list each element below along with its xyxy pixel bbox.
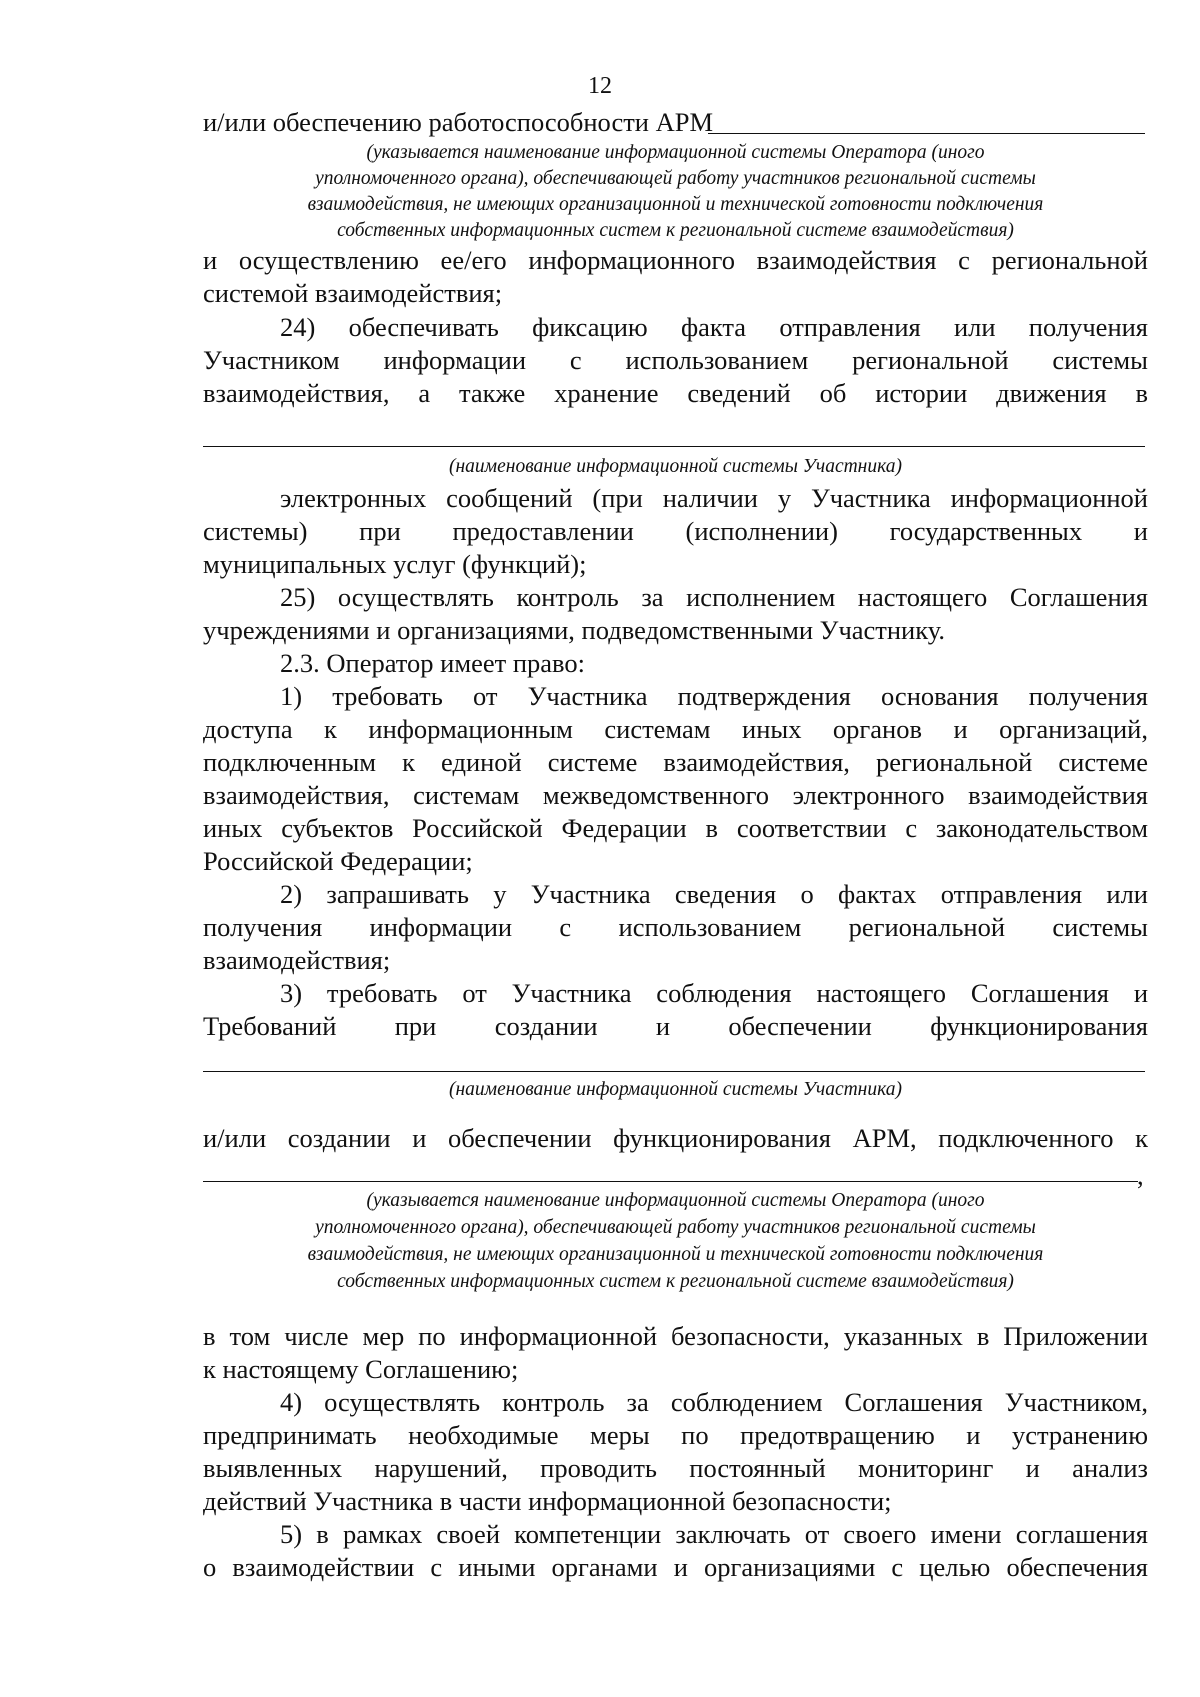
text-line: иных субъектов Российской Федерации в соответствии с законодательством bbox=[203, 813, 1148, 843]
text-line: системы) при предоставлении (исполнении) государственных и bbox=[203, 516, 1148, 546]
text-line: Российской Федерации; bbox=[203, 846, 473, 876]
caption-line: взаимодействия, не имеющих организационной и технической готовности подключения bbox=[307, 1244, 1044, 1265]
blank-fill-line bbox=[203, 1071, 1145, 1072]
text-line: и/или создании и обеспечении функционирования АРМ, подключенного к bbox=[203, 1123, 1148, 1153]
text-line: электронных сообщений (при наличии у Участника информационной bbox=[280, 483, 1148, 513]
caption-line: уполномоченного органа), обеспечивающей работу участников региональной системы bbox=[315, 168, 1036, 189]
caption-line: взаимодействия, не имеющих организационной и технической готовности подключения bbox=[307, 194, 1044, 215]
text-line: 1) требовать от Участника подтверждения основания получения bbox=[280, 681, 1148, 711]
text-line: взаимодействия, а также хранение сведений об истории движения в bbox=[203, 378, 1148, 408]
blank-fill-line bbox=[203, 1181, 1138, 1182]
page-number: 12 bbox=[588, 73, 612, 99]
text-line: 2) запрашивать у Участника сведения о фактах отправления или bbox=[280, 879, 1148, 909]
text-line: действий Участника в части информационной безопасности; bbox=[203, 1486, 892, 1516]
caption-line: (указывается наименование информационной системы Оператора (иного bbox=[366, 1190, 985, 1211]
blank-fill-line bbox=[708, 133, 1145, 134]
caption-line: (наименование информационной системы Участника) bbox=[449, 1079, 902, 1100]
text-line: получения информации с использованием региональной системы bbox=[203, 912, 1148, 942]
text-line: и/или обеспечению работоспособности АРМ bbox=[203, 107, 714, 137]
text-line: о взаимодействии с иными органами и организациями с целью обеспечения bbox=[203, 1552, 1148, 1582]
text-line: 4) осуществлять контроль за соблюдением Соглашения Участником, bbox=[280, 1387, 1148, 1417]
text-line: в том числе мер по информационной безопасности, указанных в Приложении bbox=[203, 1321, 1148, 1351]
text-line: предпринимать необходимые меры по предотвращению и устранению bbox=[203, 1420, 1148, 1450]
text-line: подключенным к единой системе взаимодействия, региональной системе bbox=[203, 747, 1148, 777]
text-line: 5) в рамках своей компетенции заключать от своего имени соглашения bbox=[280, 1519, 1148, 1549]
caption-line: собственных информационных систем к региональной системе взаимодействия) bbox=[337, 220, 1014, 241]
trailing-comma: , bbox=[1137, 1160, 1144, 1190]
blank-fill-line bbox=[203, 446, 1145, 447]
text-line: 3) требовать от Участника соблюдения настоящего Соглашения и bbox=[280, 978, 1148, 1008]
text-line: и осуществлению ее/его информационного взаимодействия с региональной bbox=[203, 245, 1148, 275]
text-line: взаимодействия, системам межведомственного электронного взаимодействия bbox=[203, 780, 1148, 810]
text-line: выявленных нарушений, проводить постоянный мониторинг и анализ bbox=[203, 1453, 1148, 1483]
caption-line: (указывается наименование информационной системы Оператора (иного bbox=[366, 142, 985, 163]
caption-line: собственных информационных систем к региональной системе взаимодействия) bbox=[337, 1271, 1014, 1292]
text-line: 24) обеспечивать фиксацию факта отправления или получения bbox=[280, 312, 1148, 342]
text-line: учреждениями и организациями, подведомственными Участнику. bbox=[203, 615, 945, 645]
text-line: Участником информации с использованием региональной системы bbox=[203, 345, 1148, 375]
caption-line: уполномоченного органа), обеспечивающей работу участников региональной системы bbox=[315, 1217, 1036, 1238]
text-line: 25) осуществлять контроль за исполнением настоящего Соглашения bbox=[280, 582, 1148, 612]
text-line: Требований при создании и обеспечении функционирования bbox=[203, 1011, 1148, 1041]
text-line: к настоящему Соглашению; bbox=[203, 1354, 519, 1384]
text-line: системой взаимодействия; bbox=[203, 278, 503, 308]
text-line: муниципальных услуг (функций); bbox=[203, 549, 587, 579]
text-line: доступа к информационным системам иных органов и организаций, bbox=[203, 714, 1148, 744]
caption-line: (наименование информационной системы Участника) bbox=[449, 456, 902, 477]
section-heading: 2.3. Оператор имеет право: bbox=[280, 648, 585, 678]
text-line: взаимодействия; bbox=[203, 945, 391, 975]
